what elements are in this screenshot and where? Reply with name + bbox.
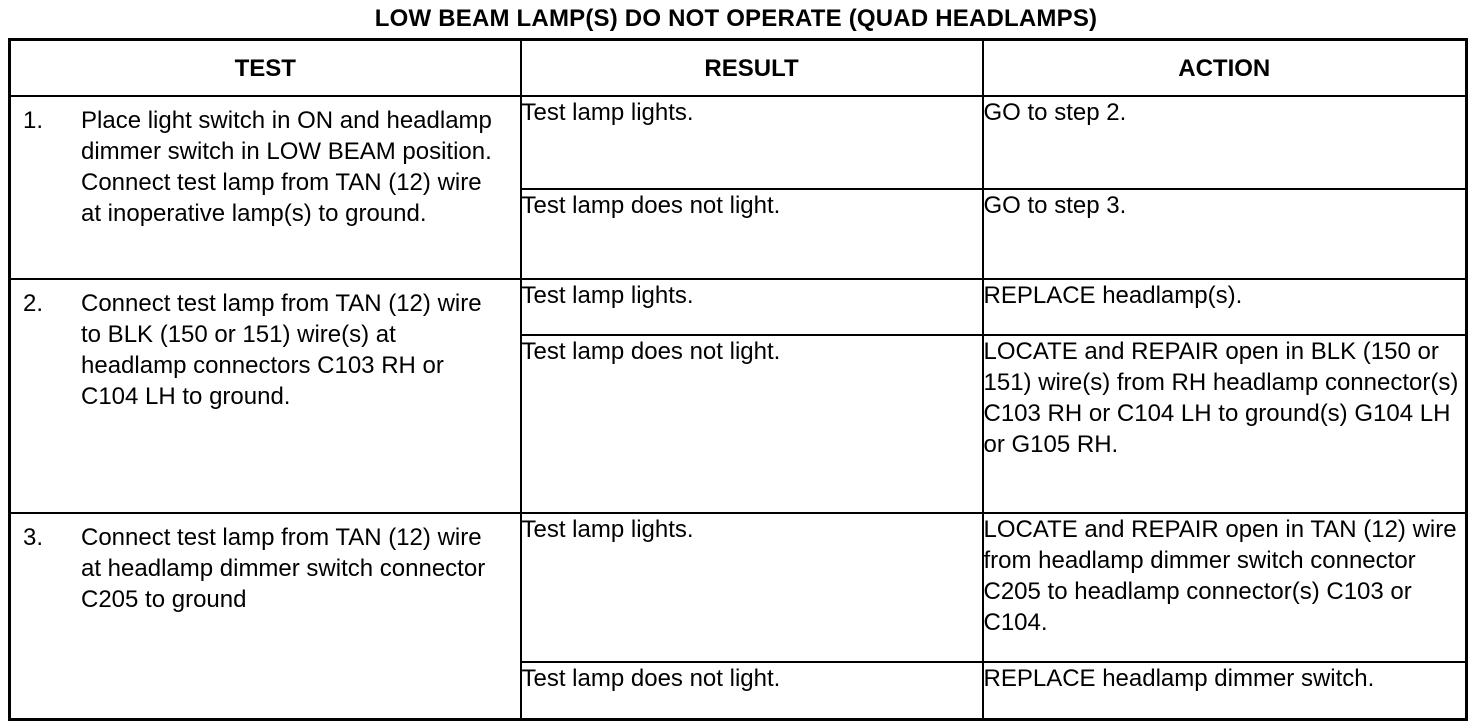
result-cell: Test lamp does not light. (521, 335, 983, 513)
test-procedure: Connect test lamp from TAN (12) wire to BLK (150 or 151) wire(s) at headlamp connectors C103 RH or C104 LH to ground. (81, 290, 482, 410)
test-procedure: Place light switch in ON and headlamp dimmer switch in LOW BEAM position. Connect test lamp from TAN (12) wire at inoperative lamp(s) to ground. (81, 107, 492, 227)
step-number: 1. (23, 107, 44, 134)
result-cell: Test lamp lights. (521, 513, 983, 662)
action-cell: LOCATE and REPAIR open in BLK (150 or 151) wire(s) from RH headlamp connector(s) C103 RH or C104 LH to ground(s) G104 LH or G105 RH. (983, 335, 1467, 513)
action-cell: REPLACE headlamp(s). (983, 279, 1467, 335)
result-cell: Test lamp lights. (521, 279, 983, 335)
step-number: 2. (23, 290, 44, 317)
header-row (10, 40, 1467, 97)
test-cell (10, 279, 521, 513)
action-cell: GO to step 2. (983, 96, 1467, 189)
diagnostic-table (8, 38, 1468, 721)
table-row (10, 96, 1467, 189)
result-cell: Test lamp does not light. (521, 662, 983, 719)
test-cell (10, 96, 521, 279)
table-row (10, 513, 1467, 662)
action-cell: LOCATE and REPAIR open in TAN (12) wire from headlamp dimmer switch connector C205 to headlamp connector(s) C103 or C104. (983, 513, 1467, 662)
step-number: 3. (23, 524, 44, 551)
test-cell (10, 513, 521, 719)
header-test: TEST (10, 40, 521, 97)
result-cell: Test lamp does not light. (521, 189, 983, 279)
result-cell: Test lamp lights. (521, 96, 983, 189)
header-result: RESULT (521, 40, 983, 97)
action-cell: REPLACE headlamp dimmer switch. (983, 662, 1467, 719)
page-title: LOW BEAM LAMP(S) DO NOT OPERATE (QUAD HEADLAMPS) (374, 5, 1098, 32)
table-row (10, 279, 1467, 335)
test-procedure: Connect test lamp from TAN (12) wire at headlamp dimmer switch connector C205 to ground (81, 524, 486, 613)
action-cell: GO to step 3. (983, 189, 1467, 279)
header-action: ACTION (983, 40, 1467, 97)
